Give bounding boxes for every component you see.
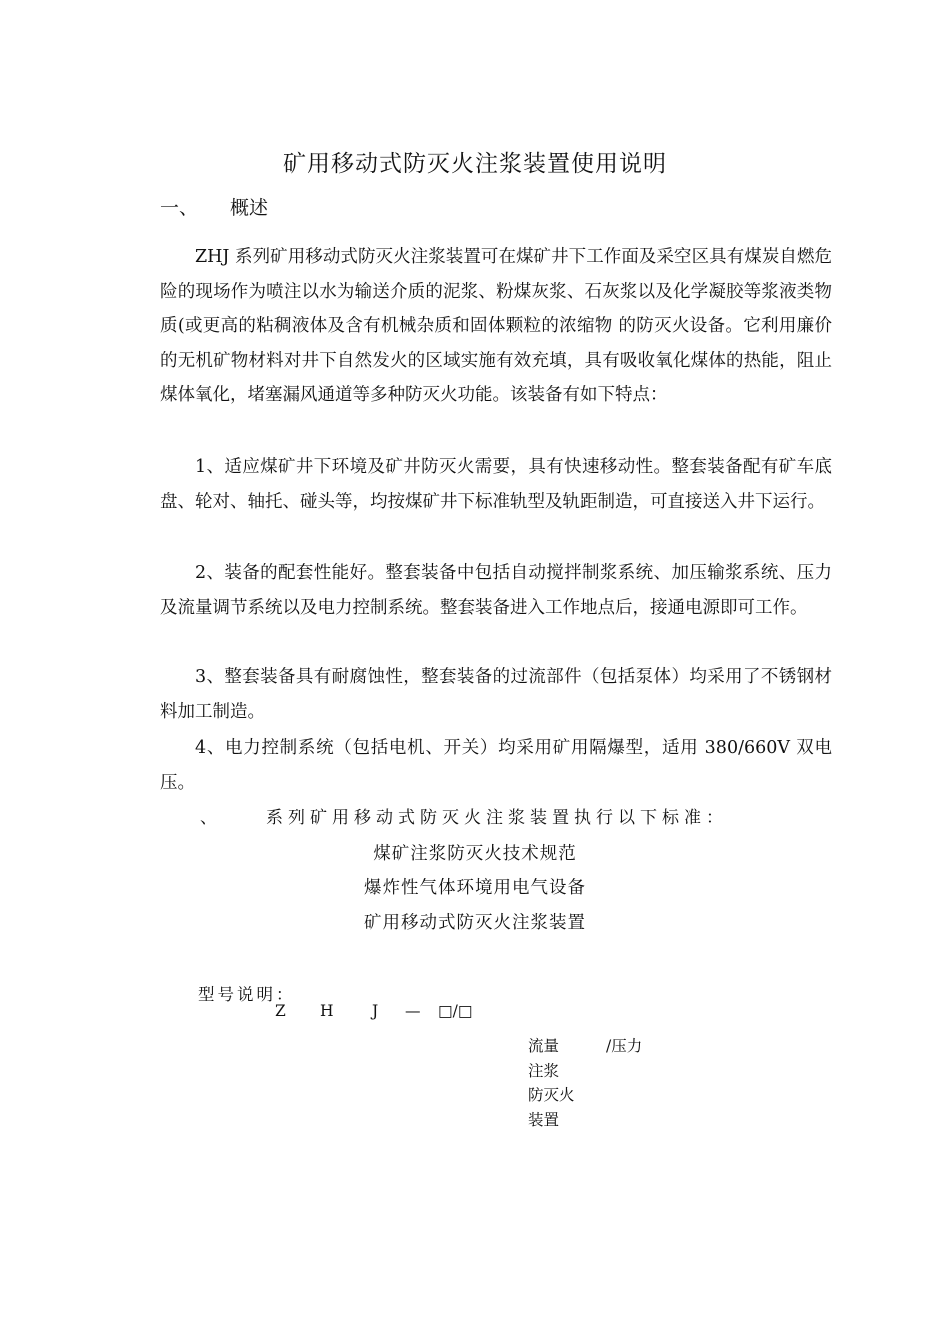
model-code-letter: J bbox=[372, 1002, 379, 1020]
standards-intro bbox=[200, 803, 760, 833]
model-legend-item: 注浆 bbox=[528, 1062, 560, 1080]
model-code-letter: H bbox=[320, 1002, 334, 1020]
model-code-letter: Z bbox=[275, 1002, 286, 1020]
standards-intro-text: 系列矿用移动式防灭火注浆装置执行以下标准： bbox=[266, 808, 728, 828]
section-heading bbox=[160, 194, 268, 222]
overview-paragraph: ZHJ 系列矿用移动式防灭火注浆装置可在煤矿井下工作面及采空区具有煤炭自燃危险的现场作为喷注以水为输送介质的泥浆、粉煤灰浆、石灰浆以及化学凝胶等浆液类物质(或更高的粘稠液体及含有机械杂质和固体颗粒的浓缩物 的防灭火设备。它利用廉价的无机矿物材料对井下自然发火的区域实施有效充填，具有吸收氧化煤体的热能，阻止煤体氧化，堵塞漏风通道等多种防灭火功能。该装备有如下特点： bbox=[160, 247, 832, 405]
standard-item: 煤矿注浆防灭火技术规范 bbox=[373, 844, 577, 864]
feature-paragraph-1: 1、适应煤矿井下环境及矿井防灭火需要，具有快速移动性。整套装备配有矿车底盘、轮对、轴托、碰头等，均按煤矿井下标准轨型及轨距制造，可直接送入井下运行。 bbox=[160, 457, 832, 512]
model-code-dash: — bbox=[405, 1002, 421, 1020]
model-legend-item: 装置 bbox=[528, 1111, 560, 1129]
section-number: 一、 bbox=[160, 197, 199, 219]
feature-paragraph-4: 4、电力控制系统（包括电机、开关）均采用矿用隔爆型，适用 380/660V 双电压。 bbox=[160, 738, 832, 793]
standard-item: 矿用移动式防灭火注浆装置 bbox=[364, 913, 586, 933]
model-legend-item: 流量 bbox=[528, 1037, 560, 1055]
model-description-label: 型号说明： bbox=[198, 985, 296, 1004]
standard-item: 爆炸性气体环境用电气设备 bbox=[364, 878, 586, 898]
section-title: 概述 bbox=[230, 197, 269, 219]
document-title: 矿用移动式防灭火注浆装置使用说明 bbox=[283, 151, 667, 177]
model-code-params: □/□ bbox=[438, 1002, 473, 1020]
feature-paragraph-3: 3、整套装备具有耐腐蚀性，整套装备的过流部件（包括泵体）均采用了不锈钢材料加工制造。 bbox=[160, 667, 832, 722]
model-legend-item: 防灭火 bbox=[528, 1086, 575, 1104]
model-legend-extra: /压力 bbox=[606, 1037, 643, 1055]
standards-mark: 、 bbox=[200, 808, 222, 828]
feature-paragraph-2: 2、装备的配套性能好。整套装备中包括自动搅拌制浆系统、加压输浆系统、压力及流量调节系统以及电力控制系统。整套装备进入工作地点后，接通电源即可工作。 bbox=[160, 563, 832, 618]
